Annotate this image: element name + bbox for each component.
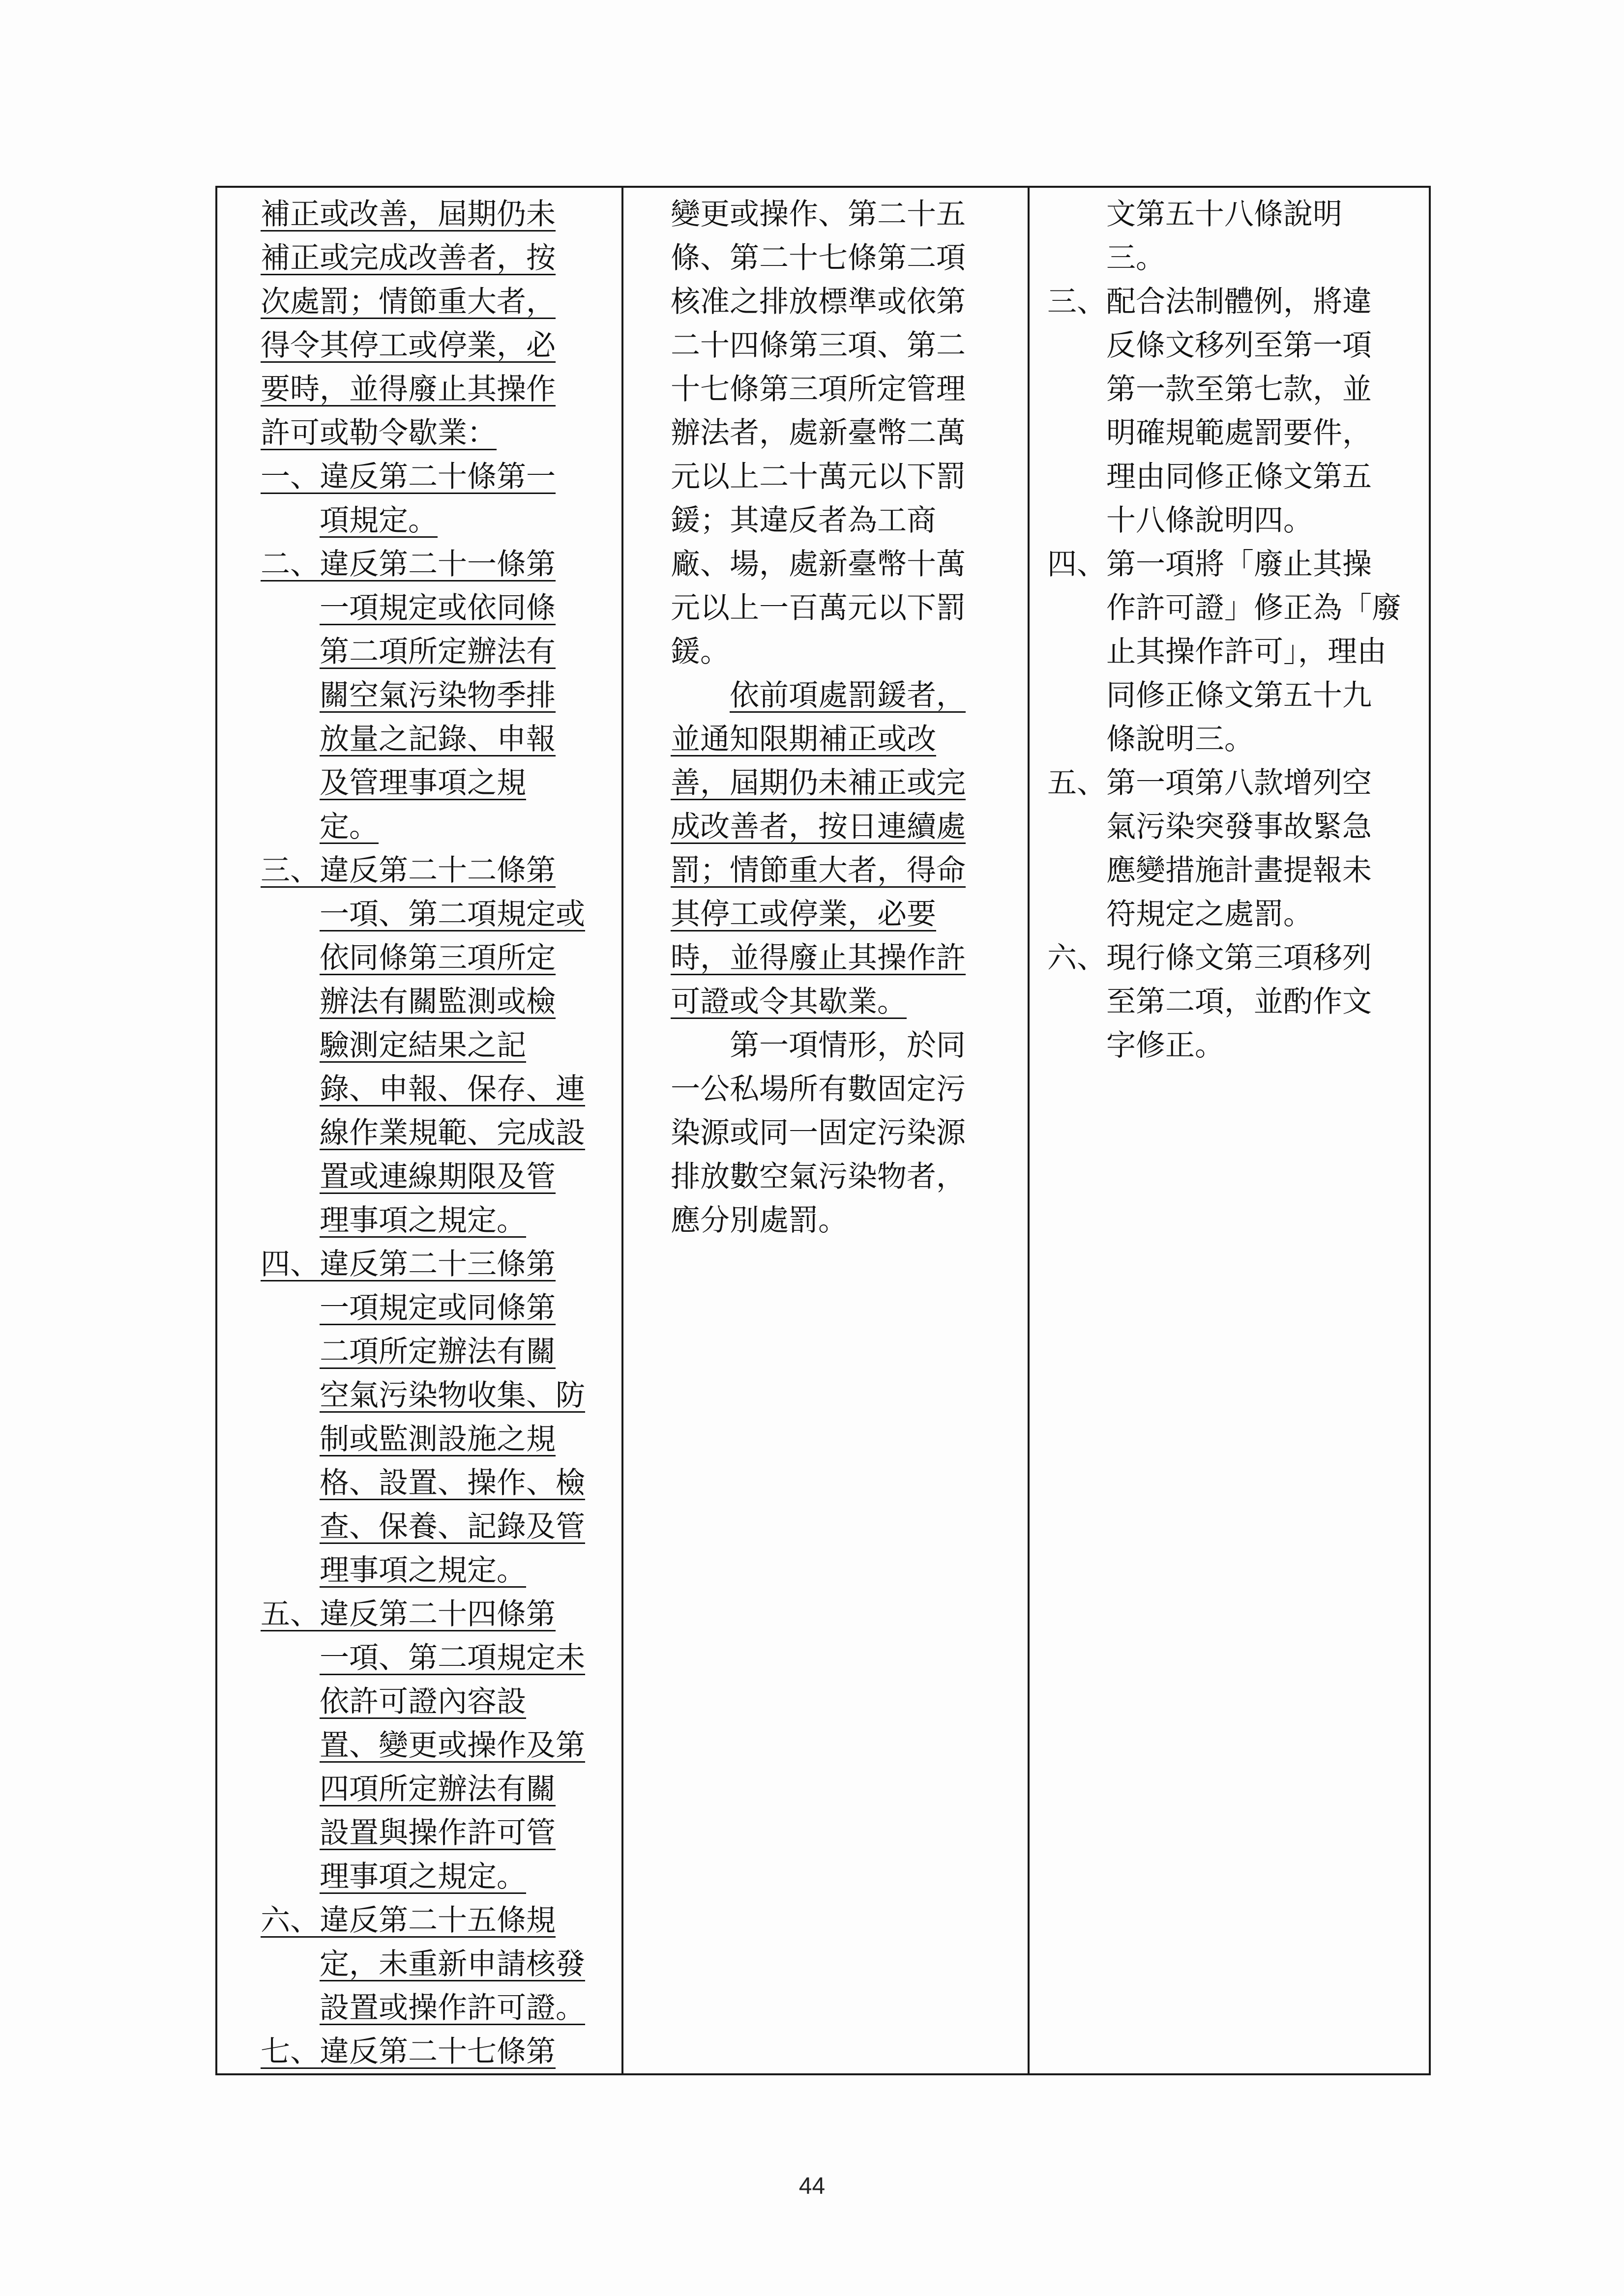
text-line [671, 849, 1034, 893]
line-text: 條、第二十七條第二項 [671, 241, 966, 275]
line-text: 第一款至第七款，並 [1106, 372, 1372, 407]
line-text: 二項所定辦法有關 [320, 1335, 556, 1369]
text-line [261, 674, 611, 718]
line-text: 依許可證內容設 [320, 1685, 526, 1719]
text-line [261, 1724, 611, 1768]
text-line [671, 324, 1034, 368]
page-number: 44 [798, 2173, 826, 2199]
text-line [1047, 455, 1421, 499]
line-text: 鍰；其違反者為工商 [671, 503, 936, 538]
text-line [671, 1199, 1034, 1243]
text-line [671, 980, 1034, 1024]
text-line [1047, 193, 1421, 236]
line-text: 五、違反第二十四條第 [261, 1597, 556, 1631]
line-text: 空氣污染物收集、防 [320, 1378, 585, 1413]
line-text: 一項規定或同條第 [320, 1291, 556, 1325]
text-line [671, 368, 1034, 411]
amended-text-column [261, 188, 611, 2073]
line-text: 作許可證」修正為「廢 [1106, 591, 1401, 625]
text-line [261, 980, 611, 1024]
text-line [671, 499, 1034, 543]
line-text: 止其操作許可」，理由 [1106, 635, 1387, 669]
text-line [671, 1111, 1034, 1155]
text-line [1047, 586, 1421, 630]
text-line [261, 1199, 611, 1243]
text-line [261, 936, 611, 980]
line-text: 應變措施計畫提報未 [1106, 853, 1372, 888]
line-text: 氣污染突發事故緊急 [1106, 810, 1372, 844]
text-line [1047, 718, 1421, 761]
text-line [261, 849, 611, 893]
text-line [261, 1636, 611, 1680]
text-line [261, 1330, 611, 1374]
text-line [1047, 236, 1421, 280]
line-text: 三、違反第二十二條第 [261, 853, 556, 888]
line-text: 至第二項，並酌作文 [1106, 985, 1372, 1019]
line-text: 定。 [320, 810, 379, 844]
text-line [1047, 411, 1421, 455]
line-text: 錄、申報、保存、連 [320, 1072, 585, 1106]
line-text: 染源或同一固定污染源 [671, 1116, 966, 1150]
text-line [261, 1024, 611, 1068]
text-line [671, 1155, 1034, 1199]
text-line [671, 1024, 1034, 1068]
text-line [261, 1593, 611, 1636]
text-line [671, 805, 1034, 849]
text-line [671, 718, 1034, 761]
line-text: 時，並得廢止其操作許 [671, 941, 966, 975]
line-text: 理事項之規定。 [320, 1203, 526, 1238]
text-line [261, 543, 611, 586]
line-text: 字修正。 [1106, 1028, 1224, 1063]
line-text: 四項所定辦法有關 [320, 1772, 556, 1806]
line-text: 一、違反第二十條第一 [261, 460, 556, 494]
text-line [1047, 980, 1421, 1024]
text-line [261, 1768, 611, 1811]
line-text: 第二項所定辦法有 [320, 635, 556, 669]
line-text: 得令其停工或停業，必 [261, 328, 556, 363]
line-text: 線作業規範、完成設 [320, 1116, 585, 1150]
text-line [1047, 630, 1421, 674]
text-line [261, 586, 611, 630]
text-line [261, 1680, 611, 1724]
line-text: 排放數空氣污染物者， [671, 1160, 966, 1194]
text-line [1047, 849, 1421, 893]
line-text: 成改善者，按日連續處 [671, 810, 966, 844]
line-text: 項規定。 [320, 503, 438, 538]
text-line [1047, 805, 1421, 849]
text-line [671, 543, 1034, 586]
line-text: 十七條第三項所定管理 [671, 372, 966, 407]
text-line [261, 368, 611, 411]
text-line [261, 1374, 611, 1418]
line-text: 定，未重新申請核發 [320, 1947, 585, 1981]
line-text: 五、第一項第八款增列空 [1047, 766, 1372, 800]
line-text: 辦法有關監測或檢 [320, 985, 556, 1019]
text-line [261, 1855, 611, 1899]
line-text: 七、違反第二十七條第 [261, 2034, 556, 2069]
text-line [671, 936, 1034, 980]
line-text: 理事項之規定。 [320, 1553, 526, 1588]
text-line [261, 1986, 611, 2030]
line-text: 六、違反第二十五條規 [261, 1903, 556, 1938]
line-text: 其停工或停業，必要 [671, 897, 936, 931]
line-text: 查、保養、記錄及管 [320, 1510, 585, 1544]
text-line [261, 1461, 611, 1505]
line-text: 應分別處罰。 [671, 1203, 848, 1238]
text-line [1047, 761, 1421, 805]
line-text: 三。 [1106, 241, 1165, 275]
line-text: 同修正條文第五十九 [1106, 678, 1372, 713]
text-line [261, 1286, 611, 1330]
text-line [261, 805, 611, 849]
text-line [261, 1899, 611, 1943]
text-line [261, 411, 611, 455]
line-text: 善，屆期仍未補正或完 [671, 766, 966, 800]
text-line [261, 280, 611, 324]
text-line [261, 1505, 611, 1549]
text-line [1047, 324, 1421, 368]
text-line [261, 893, 611, 936]
line-text: 一公私場所有數固定污 [671, 1072, 966, 1106]
line-text: 文第五十八條說明 [1106, 197, 1342, 232]
line-text: 四、第一項將「廢止其操 [1047, 547, 1372, 581]
explanation-column [1047, 188, 1421, 2073]
text-line [261, 324, 611, 368]
text-line [261, 1418, 611, 1461]
line-text: 鍰。 [671, 635, 730, 669]
line-text: 元以上二十萬元以下罰 [671, 460, 966, 494]
line-text: 置或連線期限及管 [320, 1160, 556, 1194]
line-text: 一項、第二項規定未 [320, 1641, 585, 1675]
line-text: 理事項之規定。 [320, 1860, 526, 1894]
line-text: 元以上一百萬元以下罰 [671, 591, 966, 625]
line-text: 核准之排放標準或依第 [671, 285, 966, 319]
line-text: 變更或操作、第二十五 [671, 197, 966, 232]
text-line [261, 1111, 611, 1155]
line-text: 辦法者，處新臺幣二萬 [671, 416, 966, 450]
text-line [671, 674, 1034, 718]
text-line [261, 193, 611, 236]
text-line [1047, 543, 1421, 586]
line-text: 十八條說明四。 [1106, 503, 1313, 538]
text-line [261, 1155, 611, 1199]
text-line [1047, 1024, 1421, 1068]
line-text: 驗測定結果之記 [320, 1028, 526, 1063]
text-line [261, 718, 611, 761]
text-line [261, 236, 611, 280]
text-line [261, 499, 611, 543]
line-text: 格、設置、操作、檢 [320, 1466, 585, 1500]
line-text: 設置或操作許可證。 [320, 1991, 585, 2025]
text-line [261, 455, 611, 499]
line-text: 明確規範處罰要件， [1106, 416, 1372, 450]
column-divider [621, 188, 623, 2073]
line-text: 許可或勒令歇業： [261, 416, 497, 450]
text-line [671, 280, 1034, 324]
text-line [1047, 674, 1421, 718]
text-line [671, 586, 1034, 630]
text-line [261, 1943, 611, 1986]
line-text: 放量之記錄、申報 [320, 722, 556, 756]
text-line [671, 761, 1034, 805]
text-line [1047, 893, 1421, 936]
text-line [671, 455, 1034, 499]
text-line [671, 236, 1034, 280]
text-line [1047, 936, 1421, 980]
current-text-column [671, 188, 1034, 2073]
text-line [671, 193, 1034, 236]
text-line [1047, 368, 1421, 411]
line-text: 及管理事項之規 [320, 766, 526, 800]
text-line [261, 1811, 611, 1855]
text-line [261, 2030, 611, 2073]
line-text: 依同條第三項所定 [320, 941, 556, 975]
text-line [261, 630, 611, 674]
text-line [671, 893, 1034, 936]
text-line [261, 1068, 611, 1111]
line-text: 一項、第二項規定或 [320, 897, 585, 931]
text-line [1047, 280, 1421, 324]
line-text: 置、變更或操作及第 [320, 1728, 585, 1763]
line-text: 符規定之處罰。 [1106, 897, 1313, 931]
line-text: 依前項處罰鍰者， [730, 678, 966, 713]
line-text: 次處罰；情節重大者， [261, 285, 556, 319]
text-line [261, 1549, 611, 1593]
line-text: 六、現行條文第三項移列 [1047, 941, 1372, 975]
line-text: 二十四條第三項、第二 [671, 328, 966, 363]
line-text: 條說明三。 [1106, 722, 1254, 756]
line-text: 廠、場，處新臺幣十萬 [671, 547, 966, 581]
line-text: 補正或改善，屆期仍未 [261, 197, 556, 232]
line-text: 罰；情節重大者，得命 [671, 853, 966, 888]
line-text: 制或監測設施之規 [320, 1422, 556, 1456]
text-line [671, 411, 1034, 455]
line-text: 並通知限期補正或改 [671, 722, 936, 756]
line-text: 要時，並得廢止其操作 [261, 372, 556, 407]
text-line [671, 630, 1034, 674]
line-text: 可證或令其歇業。 [671, 985, 907, 1019]
line-text: 關空氣污染物季排 [320, 678, 556, 713]
line-text: 二、違反第二十一條第 [261, 547, 556, 581]
text-line [671, 1068, 1034, 1111]
comparison-table [215, 186, 1431, 2075]
line-text: 設置與操作許可管 [320, 1816, 556, 1850]
line-text: 四、違反第二十三條第 [261, 1247, 556, 1281]
line-text: 理由同修正條文第五 [1106, 460, 1372, 494]
line-text: 三、配合法制體例，將違 [1047, 285, 1372, 319]
text-line [261, 761, 611, 805]
line-text: 第一項情形，於同 [730, 1028, 966, 1063]
text-line [1047, 499, 1421, 543]
line-text: 一項規定或依同條 [320, 591, 556, 625]
text-line [261, 1243, 611, 1286]
line-text: 補正或完成改善者，按 [261, 241, 556, 275]
line-text: 反條文移列至第一項 [1106, 328, 1372, 363]
